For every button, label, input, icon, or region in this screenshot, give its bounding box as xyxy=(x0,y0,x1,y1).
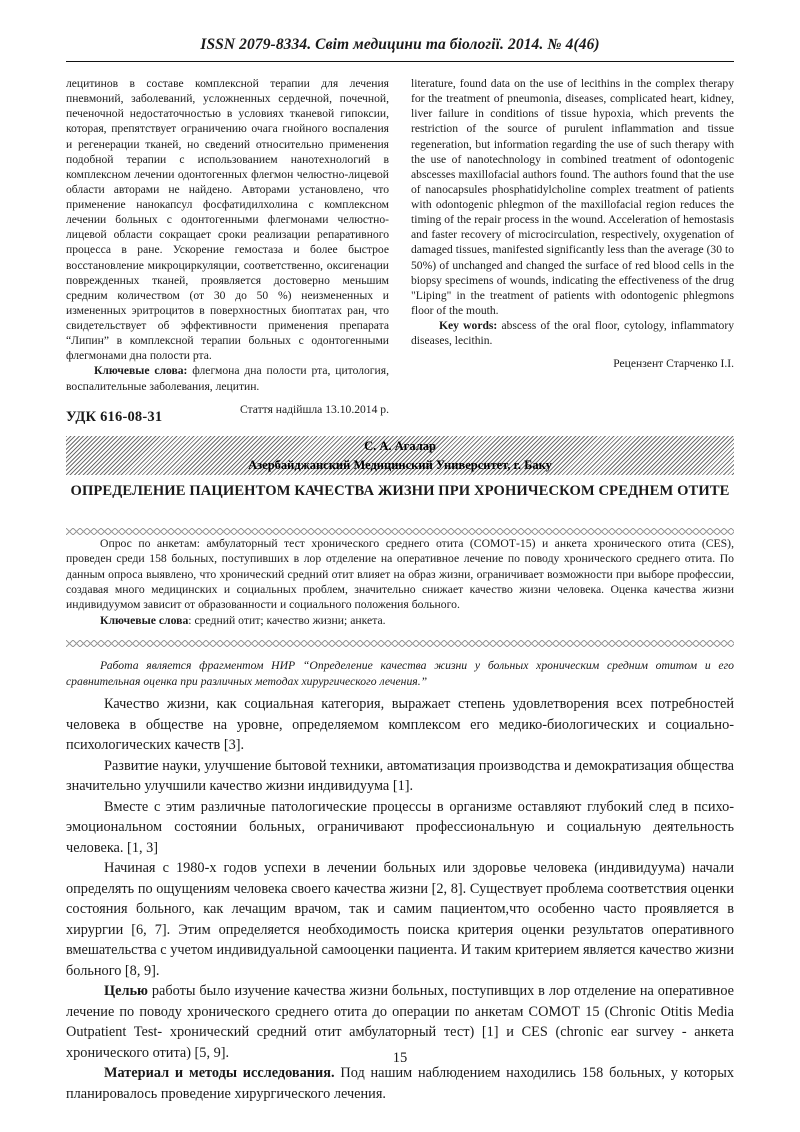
paragraph-text: Вместе с этим различные патологические процессы в организме оставляют глубокий след в психо-эмоциональном состоянии больных, ограничивают профессиональную и социальную деятельность человека. [1, 3] xyxy=(66,798,734,856)
right-column-signature: Рецензент Старченко І.І. xyxy=(613,357,734,371)
author-affiliation-band xyxy=(66,436,734,475)
paragraph-text: Развитие науки, улучшение бытовой техники, автоматизация производства и демократизация общества значительно улучшили качество жизни индивидуума [1]. xyxy=(66,757,734,795)
right-column-body: literature, found data on the use of lecithins in the complex therapy for the treatment of pneumonia, diseases, complicated heart, kidney, liver failure in conditions of tissue hypoxia, which prevents the restriction of the source of purulent inflammation and tissue regeneration, but information regarding the use of such therapy with the use of nanotechnology in combined treatment of odontogenic abscesses maxillofacial authors found. The authors found that the use of nanocapsules phosphatidylcholine complex treatment of patients with odontogenic phlegmon of the maxillofacial region reduces the timing of the repair process in the wound. Acceleration of hemostasis and faster recovery of microcirculation, respectively, oxygenation of damaged tissues, manifested significantly less than the average (30 to 50%) of unchanged and changed the surface of red blood cells in the biopsy specimens of wounds, indicating the effectiveness of the drug "Liping" in the treatment of patients with odontogenic phlegmons floor of the mouth. xyxy=(411,77,734,317)
body-paragraph xyxy=(66,858,734,981)
abstract-keywords xyxy=(66,613,734,628)
left-column-body: лецитинов в составе комплексной терапии для лечения пневмоний, заболеваний, усложненных сердечной, почечной, печеночной недостаточностью в условиях тканевой гипоксии, которая, препятствует ограничению очага гнойного воспаления и регенерации тканей, но сведений относительно применения подобной терапии с использованием нанотехнологий в комплексном лечении одонтогенных флегмон челюстно-лицевой области авторами не найдено. Авторами установлено, что применение нанокапсул фосфатидилхолина с комплексном лечении больных с одонтогенными флегмонами челюстно-лицевой области сокращает сроки реализации репаративного процесса в ране. Ускорение гемостаза и более быстрое восстановление микроциркуляции, соответственно, оксигенации поврежденных тканей, проявляется достоверно меньшим средним количеством (от 30 до 50 %) неизмененных и измененных эритроцитов в поверхностных биоптатах ран, что свидетельствует об эффективности применения препарата “Липин” в комплексной терапии больных с одонтогенными флегмонами дна полости рта. xyxy=(66,77,389,363)
keywords-label: Ключевые слова: xyxy=(94,364,188,378)
abstract-bottom-divider xyxy=(66,640,734,647)
keywords-label: Ключевые слова xyxy=(100,614,189,628)
keywords-label: Key words: xyxy=(439,319,498,332)
body-paragraph xyxy=(66,694,734,756)
previous-article-right-column xyxy=(411,76,734,417)
abstract-block xyxy=(66,536,734,628)
article-title: ОПРЕДЕЛЕНИЕ ПАЦИЕНТОМ КАЧЕСТВА ЖИЗНИ ПРИ ХРОНИЧЕСКОМ СРЕДНЕМ ОТИТЕ xyxy=(70,483,730,499)
udk-code: УДК 616-08-31 xyxy=(66,409,163,425)
body-paragraph xyxy=(66,1063,734,1104)
previous-article-columns xyxy=(66,76,734,417)
paragraph-text: Под нашим наблюдением находились 158 больных, у которых планировалось проведение хирургического лечения. xyxy=(66,1065,734,1102)
keywords-text: abscess of the oral floor, cytology, inflammatory diseases, lecithin. xyxy=(411,319,735,348)
body-paragraph xyxy=(66,797,734,859)
abstract-text: Опрос по анкетам: амбулаторный тест хронического среднего отита (СОМОТ-15) и анкета хронического отита (CES), проведен среди 158 больных, поступивших в лор отделение на оперативное лечение по поводу хронического среднего отита. По данным опроса выявлено, что хронический средний отит влияет на образ жизни, ограничивает возможности при выборе профессии, создавая много медицинских и социальных проблем, значительно снижает качество жизни человека. Оценка качества жизни индивидуумом зависит от образованности и социального положения больного. xyxy=(66,537,734,612)
body-paragraph xyxy=(66,756,734,797)
paragraph-lead: Целью xyxy=(104,983,148,1000)
keywords-text: флегмона дна полости рта, цитология, воспалительные заболевания, лецитин. xyxy=(66,364,389,393)
keywords-text: : средний отит; качество жизни; анкета. xyxy=(188,614,386,628)
article-body xyxy=(66,694,734,1104)
left-column-signature: Стаття надійшла 13.10.2014 р. xyxy=(239,402,389,416)
page-number: 15 xyxy=(392,1050,408,1066)
previous-article-left-column xyxy=(66,76,389,417)
author-affiliation: Азербайджанский Медицинский Университет, г. Баку xyxy=(248,457,552,472)
paragraph-lead: Материал и методы исследования. xyxy=(104,1065,335,1082)
paragraph-text: работы было изучение качества жизни больных, поступивщих в лор отделение на оперативное лечение по поводу хронического среднего отита до операции по анкетам СОМОТ 15 (Chronic Otitis Media Outpatient Test- хронический средний отит амбулаторный тест) [1] и CES (chronic ear survey - анкета хронического отита) [5, 9]. xyxy=(66,983,734,1061)
header-rule xyxy=(66,61,734,62)
running-head: ISSN 2079-8334. Світ медицини та біології. 2014. № 4(46) xyxy=(200,36,600,53)
research-project-note: Работа является фрагментом НИР “Определение качества жизни у больных хроническим средним отитом и его сравнительная оценка при различных методах хирургического лечения.” xyxy=(66,659,734,688)
right-column-keywords xyxy=(411,318,734,348)
abstract-top-divider xyxy=(66,528,734,535)
author-name: С. А. Агалар xyxy=(364,439,436,454)
paragraph-text: Качество жизни, как социальная категория, выражает степень удовлетворения всех потребностей человека в обществе на уровне, определяемом комплексом его медико-биологических и социально-психологических качеств [3]. xyxy=(66,696,734,754)
left-column-keywords xyxy=(66,363,389,393)
paragraph-text: Начиная с 1980-х годов успехи в лечении больных или здоровье человека (индивидуума) начали определять по ощущениям человека своего качества жизни [2, 8]. Существует проблема соответствия оценки состояния больного, как лечащим врачом, так и самим пациентом,что особенно часто проявляется в хирургии [6, 7]. Этим определяется необходимость поиска критерия оценки результатов оперативного вмешательства с учетом индивидуальной самооценки пациента. И таким критерием является качество жизни больного [8, 9]. xyxy=(66,860,734,979)
